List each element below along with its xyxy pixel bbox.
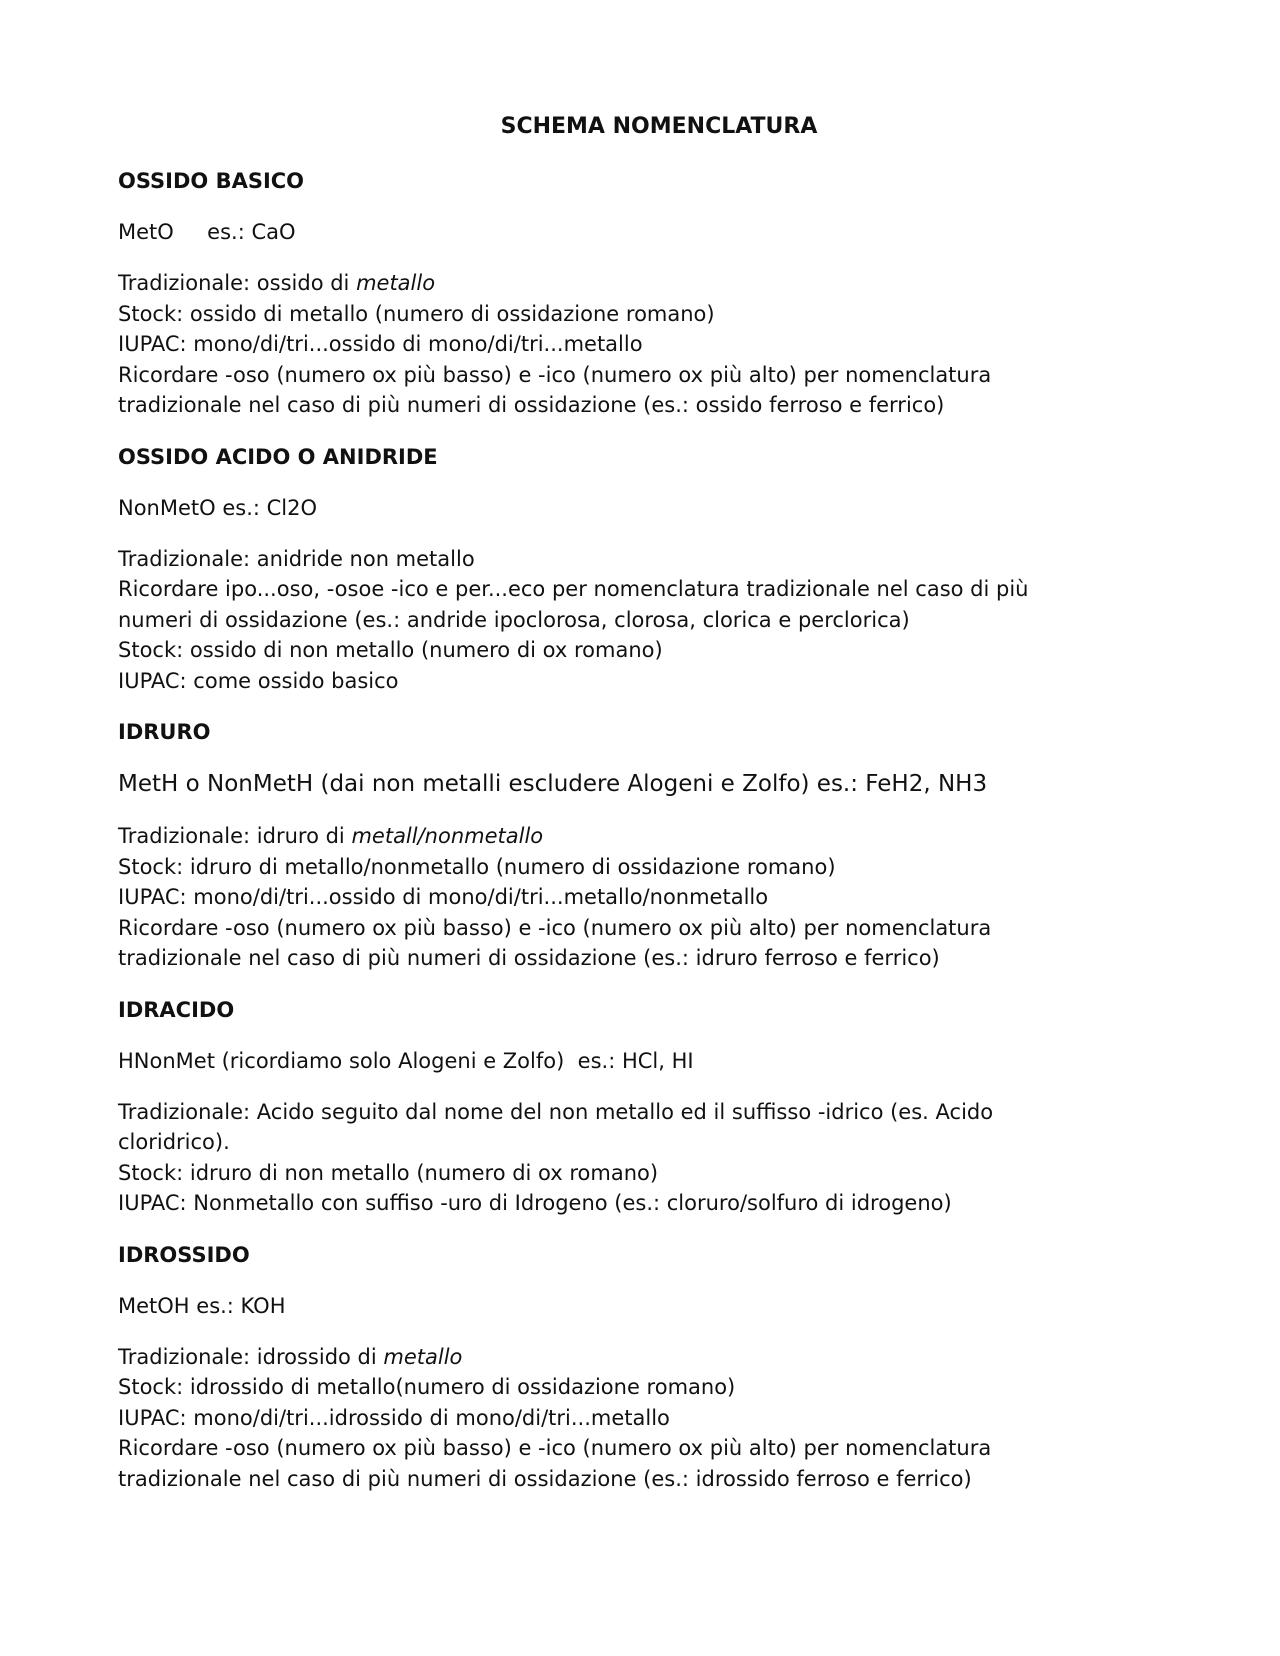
section-heading: OSSIDO ACIDO O ANIDRIDE: [118, 444, 438, 469]
section-lines: [118, 544, 1178, 697]
section-line: IUPAC: mono/di/tri...ossido di mono/di/tri...metallo: [118, 332, 643, 356]
section-lines: [118, 821, 1178, 974]
section-formula: NonMetO es.: Cl2O: [118, 495, 318, 520]
section-line: Tradizionale: idrossido di metallo: [118, 1344, 463, 1369]
section-line: cloridrico).: [118, 1130, 230, 1154]
section-line: Tradizionale: anidride non metallo: [118, 546, 475, 571]
section-line: IUPAC: mono/di/tri...idrossido di mono/di/tri...metallo: [118, 1405, 670, 1430]
section-heading: IDROSSIDO: [118, 1242, 250, 1267]
section-idruro: [118, 717, 1178, 974]
section-idrossido: [118, 1240, 1178, 1495]
section-line: Tradizionale: ossido di metallo: [118, 271, 436, 295]
section-ossido-basico: [118, 166, 1178, 421]
section-line: IUPAC: come ossido basico: [118, 668, 399, 693]
section-line: Tradizionale: Acido seguito dal nome del non metallo ed il suffisso -idrico (es. Acido: [118, 1099, 994, 1124]
section-line: Ricordare -oso (numero ox più basso) e -ico (numero ox più alto) per nomenclatura: [118, 915, 992, 940]
section-line: Ricordare -oso (numero ox più basso) e -ico (numero ox più alto) per nomenclatura: [118, 1436, 992, 1460]
section-line: Stock: idrossido di metallo(numero di ossidazione romano): [118, 1375, 736, 1399]
section-formula: MetH o NonMetH (dai non metalli escludere Alogeni e Zolfo) es.: FeH2, NH3: [118, 771, 988, 797]
section-line: IUPAC: mono/di/tri...ossido di mono/di/tri...metallo/nonmetallo: [118, 885, 769, 909]
section-line: numeri di ossidazione (es.: andride ipoclorosa, clorosa, clorica e perclorica): [118, 607, 910, 632]
section-line: Tradizionale: idruro di metall/nonmetallo: [118, 824, 544, 848]
section-heading: IDRACIDO: [118, 997, 235, 1022]
document-page: [118, 112, 1178, 1515]
section-line: tradizionale nel caso di più numeri di ossidazione (es.: ossido ferroso e ferrico): [118, 393, 945, 417]
section-formula: MetOH es.: KOH: [118, 1293, 286, 1318]
section-heading: IDRURO: [118, 720, 211, 744]
section-lines: [118, 1342, 1178, 1495]
section-line: tradizionale nel caso di più numeri di ossidazione (es.: idrossido ferroso e ferrico): [118, 1466, 972, 1491]
section-line: IUPAC: Nonmetallo con suffiso -uro di Idrogeno (es.: cloruro/solfuro di idrogeno): [118, 1191, 952, 1215]
section-line: Stock: idruro di non metallo (numero di ox romano): [118, 1160, 659, 1185]
section-line: tradizionale nel caso di più numeri di ossidazione (es.: idruro ferroso e ferrico): [118, 946, 940, 970]
section-line: Ricordare -oso (numero ox più basso) e -ico (numero ox più alto) per nomenclatura: [118, 362, 992, 387]
document-title: SCHEMA NOMENCLATURA: [500, 114, 818, 139]
section-line: Stock: ossido di metallo (numero di ossidazione romano): [118, 301, 715, 326]
section-lines: [118, 268, 1178, 421]
section-lines: [118, 1097, 1178, 1219]
section-line: Stock: idruro di metallo/nonmetallo (numero di ossidazione romano): [118, 854, 836, 879]
section-heading: OSSIDO BASICO: [118, 169, 305, 193]
section-idracido: [118, 995, 1178, 1219]
section-ossido-acido: [118, 442, 1178, 697]
section-formula: MetO es.: CaO: [118, 220, 296, 244]
section-line: Stock: ossido di non metallo (numero di ox romano): [118, 638, 663, 662]
section-line: Ricordare ipo...oso, -osoe -ico e per...eco per nomenclatura tradizionale nel caso di più: [118, 577, 1029, 601]
section-formula: HNonMet (ricordiamo solo Alogeni e Zolfo) es.: HCl, HI: [118, 1048, 694, 1073]
